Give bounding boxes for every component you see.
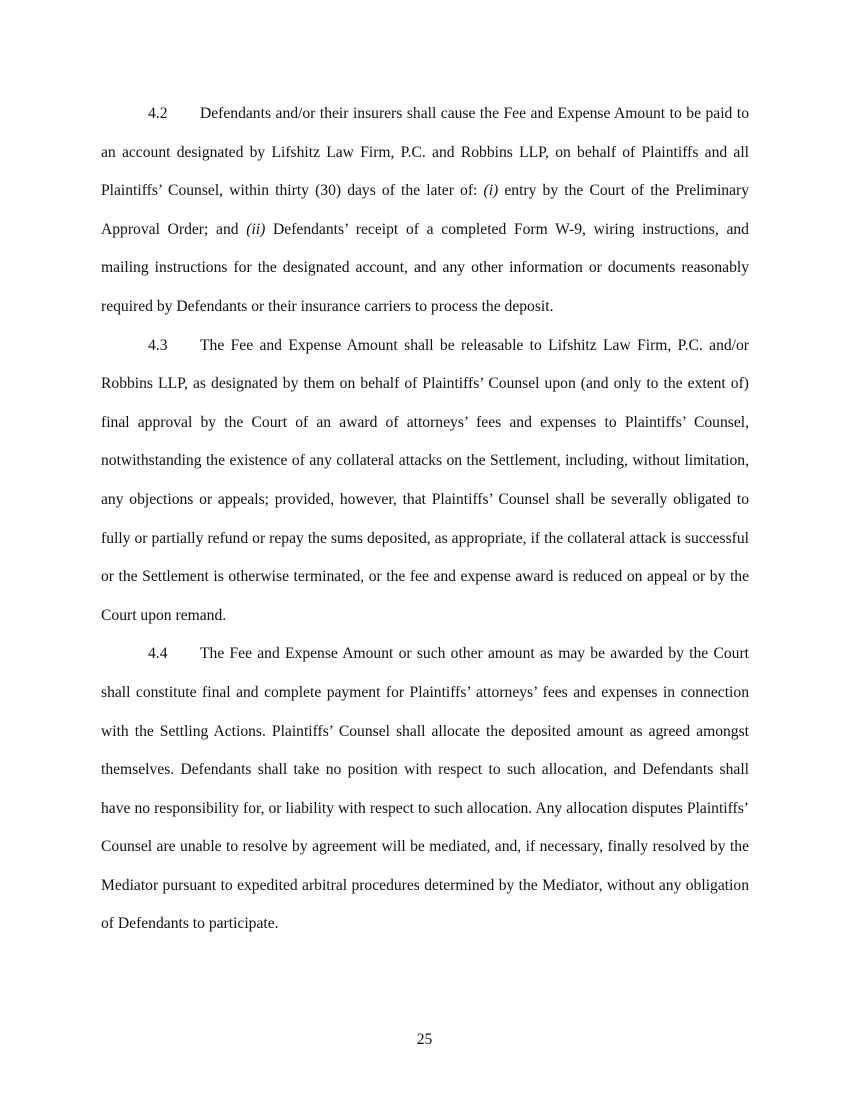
paragraph-text: The Fee and Expense Amount shall be releasable to Lifshitz Law Firm, P.C. and/or Robbins LLP, as designated by them on behalf of Plaintiffs’ Counsel upon (and only to the extent of) final approval by the Court of an award of attorneys’ fees and expenses to Plaintiffs’ Counsel, notwithstanding the existence of any collateral attacks on the Settlement, including, without limitation, any objections or appeals; provided, however, that Plaintiffs’ Counsel shall be severally obligated to fully or partially refund or repay the sums deposited, as appropriate, if the collateral attack is successful or the Settlement is otherwise terminated, or the fee and expense award is reduced on appeal or by the Court upon remand.: [101, 336, 749, 624]
italic-marker: (ii): [246, 220, 266, 238]
section-number: 4.3: [148, 336, 168, 354]
paragraph-4-2: [101, 95, 749, 327]
section-number: 4.2: [148, 105, 168, 122]
document-body: [101, 95, 749, 944]
page-number: 25: [416, 1031, 433, 1048]
paragraph-text: Defendants’ receipt of a completed Form W-9, wiring instructions, and mailing instructions for the designated account, and any other information or documents reasonably required by Defendants or their insurance carriers to process the deposit.: [101, 220, 749, 315]
paragraph-4-4: [101, 635, 749, 944]
paragraph-text: Defendants and/or their insurers shall cause the Fee and Expense Amount to be paid to an account designated by Lifshitz Law Firm, P.C. and Robbins LLP, on behalf of Plaintiffs and all Plaintiffs’ Counsel, within thirty (30) days of the later of:: [101, 105, 749, 200]
paragraph-4-3: [101, 327, 749, 636]
italic-marker: (i): [483, 182, 499, 200]
paragraph-text: The Fee and Expense Amount or such other amount as may be awarded by the Court shall constitute final and complete payment for Plaintiffs’ attorneys’ fees and expenses in connection with the Settling Actions. Plaintiffs’ Counsel shall allocate the deposited amount as agreed amongst themselves. Defendants shall take no position with respect to such allocation, and Defendants shall have no responsibility for, or liability with respect to such allocation. Any allocation disputes Plaintiffs’ Counsel are unable to resolve by agreement will be mediated, and, if necessary, finally resolved by the Mediator pursuant to expedited arbitral procedures determined by the Mediator, without any obligation of Defendants to participate.: [101, 645, 749, 933]
section-number: 4.4: [148, 645, 168, 663]
paragraph-text: entry by the Court of the Preliminary Approval Order; and: [101, 182, 750, 238]
